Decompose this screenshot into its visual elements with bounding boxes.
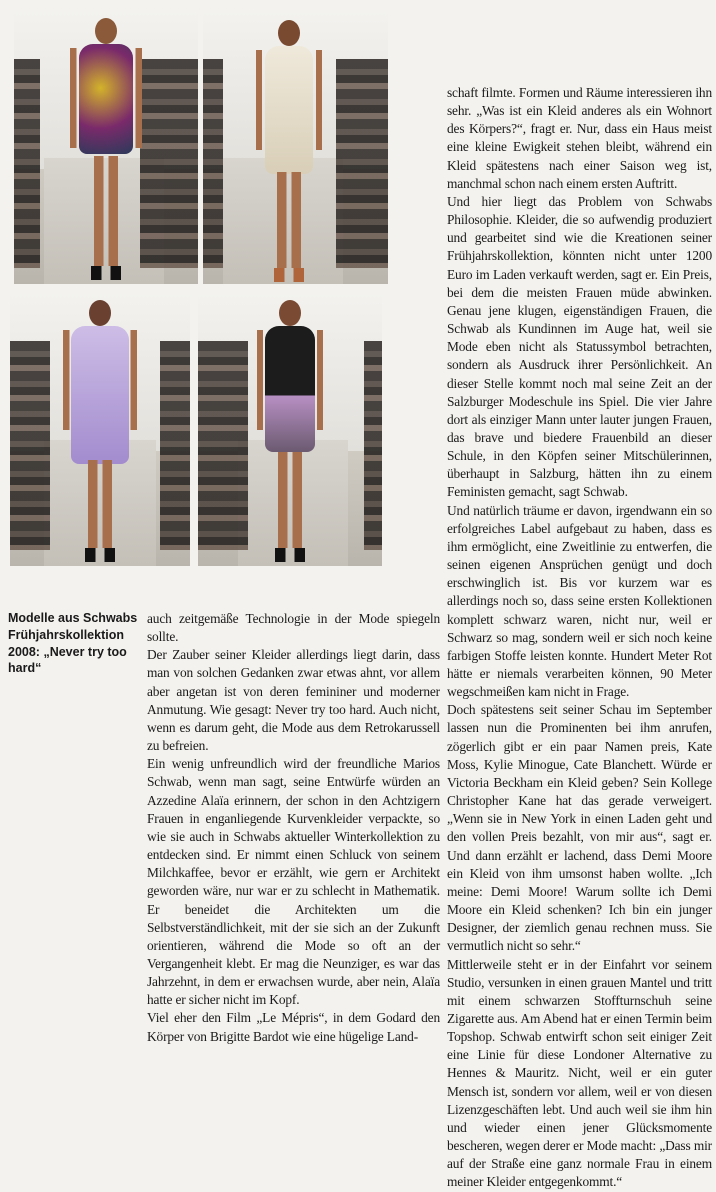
right-column [447,84,712,1192]
middle-column [147,610,440,1046]
runway-photo-3 [10,292,190,566]
paragraph: schaft filmte. Formen und Räume interessieren ihn sehr. „Was ist ein Kleid anderes als ein Wohnort des Körpers?“, fragt er. Nur, dass ein Haus meist eine kleine Ewigkeit stehen bleibt, während ein Kleid spätestens nach einer Saison weg ist, manchmal schon nach einem ersten Auftritt. [447,85,712,191]
runway-photo-1 [14,10,198,284]
paragraph: Und natürlich träume er davon, irgendwann ein so erfolgreiches Label aufgebaut zu haben, dass es ihm ermöglicht, eine Zweitlinie zu entwerfen, die seinen eigenen Ansprüchen genügt und doch erschwinglich ist. Bis vor kurzem war es allerdings noch so, dass seine ersten Kollektionen komplett schwarz waren, nicht nur, weil er Schwarz so mag, sondern weil er sich noch keine farbigen Stoffe leisten konnte. Hundert Meter Rot hätte er niemals verarbeiten können, 90 Meter wegschmeißen kam nicht in Frage. [447,502,712,700]
paragraph: Ein wenig unfreundlich wird der freundliche Marios Schwab, wenn man sagt, seine Entwürfe würden an Azzedine Alaïa erinnern, der schon in den Achtzigern Frauen in enganliegende Kurvenkleider verpackte, so wie sie auch in Schwabs aktueller Winterkollektion zu entdecken sind. Er nimmt einen Schluck von seinem Milchkaffee, bevor er erzählt, wie gern er Architekt geworden wäre, nur war er zu schlecht in Mathematik. Er beneidet die Architekten um die Selbstverständlichkeit, mit der sie sich an der Zukunft orientieren, während die Mode so oft an der Vergangenheit klebt. Er mag die Neunziger, es war das Jahrzehnt, in dem er erwachsen wurde, aber nein, Alaïa hatte er sicher nicht im Kopf. [147,756,440,1008]
paragraph: Viel eher den Film „Le Mépris“, in dem Godard den Körper von Brigitte Bardot wie eine hügelige Land- [147,1010,440,1044]
paragraph: Mittlerweile steht er in der Einfahrt vor seinem Studio, versunken in einen grauen Mantel und tritt mit einem schwarzen Stoffturnschuh seine Zigarette aus. Am Abend hat er einen Termin beim Topshop. Schwab entwirft schon seit einiger Zeit eine Linie für diese Londoner Alternative zu Hennes & Mauritz. Nicht, weil er ein guter Mensch ist, sondern vor allem, weil er von diesen Lizenzgeschäften lebt. Und auch weil sie ihm hin und wieder einen jener Glücksmomente bescheren, wegen derer er Mode macht: „Dass mir auf der Straße eine ganz normale Frau in einem meiner Kleider entgegenkommt.“ [447,956,712,1190]
paragraph: Der Zauber seiner Kleider allerdings liegt darin, dass man von solchen Gedanken zwar etwas ahnt, vor allem aber angetan ist von deren femininer und moderner Anmutung. Wie gesagt: Never try too hard. Auch nicht, wenn es darum geht, die Mode aus dem Retrokarussell zu befreien. [147,647,440,754]
runway-photo-4 [198,292,382,566]
runway-photo-2 [203,10,388,284]
paragraph: auch zeitgemäße Technologie in der Mode spiegeln sollte. [147,611,440,645]
photo-caption: Modelle aus Schwabs Frühjahrskollektion 2008: „Never try too hard“ [8,611,138,676]
paragraph: Doch spätestens seit seiner Schau im September lassen nun die Prominenten bei ihm anrufen, zögerlich gibt er ein paar Namen preis, Kate Moss, Kylie Minogue, Cate Blanchett. Würde er Victoria Beckham ein Kleid geben? Sein Kollege Christopher Kane hat das gerade verweigert. „Wenn sie in New York in einen Laden geht und den vollen Preis bezahlt, von mir aus“, sagt er. Und dann erzählt er lachend, dass Demi Moore ein Kleid von ihm umsonst haben wollte. „Ich meine: Demi Moore! Warum sollte ich Demi Moore ein Kleid schenken? Ich bin ein junger Designer, der ziemlich genau rechnen muss. Sie vermutlich nicht so sehr.“ [447,702,712,954]
paragraph: Und hier liegt das Problem von Schwabs Philosophie. Kleider, die so aufwendig produziert und gearbeitet sind wie die Kreationen seiner Frühjahrskollektion, könnten nicht unter 1200 Euro im Laden verkauft werden, sagt er. Ein Preis, bei dem die meisten Frauen müde abwinken. Genau jene klugen, eigenständigen Frauen, die Schwab als Kundinnen im Auge hat, weil sie Mode eben nicht als Statussymbol betrachten, sondern als Ausdruck ihrer Persönlichkeit. An dieser Stelle kommt noch mal seine Zeit an der Salzburger Modeschule ins Spiel. Die vier Jahre dort als einziger Mann unter lauter jungen Frauen, das brave und biedere Frauenbild an dieser Schule, in den Köpfen seiner Mitschülerinnen, überhaupt in Salzburg, hätten ihn zu einem Feministen gemacht, sagt Schwab. [447,193,712,500]
